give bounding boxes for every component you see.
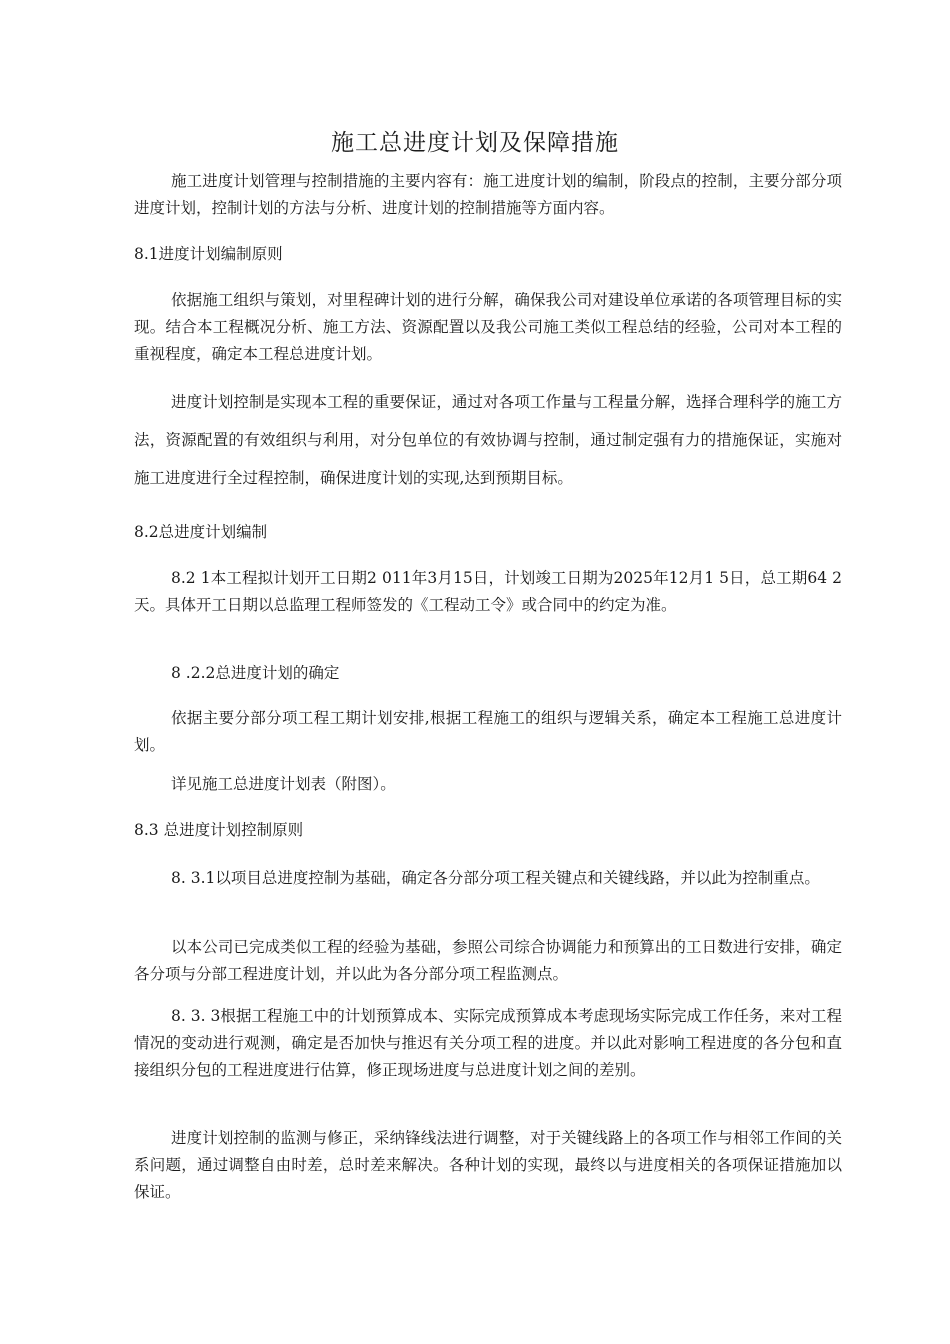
document-title: 施工总进度计划及保障措施 [331, 130, 619, 156]
section-8-2-2-heading: 8 .2.2总进度计划的确定 [171, 664, 340, 682]
section-8-1-heading: 8.1进度计划编制原则 [134, 245, 283, 263]
section-8-2-1-paragraph: 8.2 1本工程拟计划开工日期2 011年3月15日，计划竣工日期为2025年12月1 5日，总工期64 2天。具体开工日期以总监理工程师签发的《工程动工令》或合同中的约定为准。 [134, 569, 842, 614]
section-8-2-2-paragraph-2: 详见施工总进度计划表（附图）。 [171, 775, 396, 793]
section-8-3-heading: 8.3 总进度计划控制原则 [134, 821, 304, 839]
intro-paragraph: 施工进度计划管理与控制措施的主要内容有：施工进度计划的编制，阶段点的控制，主要分部分项进度计划，控制计划的方法与分析、进度计划的控制措施等方面内容。 [134, 172, 842, 217]
section-8-2-2-paragraph-1: 依据主要分部分项工程工期计划安排,根据工程施工的组织与逻辑关系，确定本工程施工总进度计划。 [134, 709, 842, 754]
section-8-1-paragraph-1: 依据施工组织与策划，对里程碑计划的进行分解，确保我公司对建设单位承诺的各项管理目标的实现。结合本工程概况分析、施工方法、资源配置以及我公司施工类似工程总结的经验，公司对本工程的重视程度，确定本工程总进度计划。 [134, 291, 842, 363]
section-8-1-paragraph-2: 进度计划控制是实现本工程的重要保证，通过对各项工作量与工程量分解，选择合理科学的施工方法，资源配置的有效组织与利用，对分包单位的有效协调与控制，通过制定强有力的措施保证，实施对施工进度进行全过程控制，确保进度计划的实现,达到预期目标。 [134, 393, 842, 487]
section-8-3-3-paragraph: 8. 3. 3根据工程施工中的计划预算成本、实际完成预算成本考虑现场实际完成工作任务，来对工程情况的变动进行观测，确定是否加快与推迟有关分项工程的进度。并以此对影响工程进度的各分包和直接组织分包的工程进度进行估算，修正现场进度与总进度计划之间的差别。 [134, 1007, 842, 1079]
section-8-3-4-paragraph: 进度计划控制的监测与修正，采纳锋线法进行调整，对于关键线路上的各项工作与相邻工作间的关系问题，通过调整自由时差，总时差来解决。各种计划的实现，最终以与进度相关的各项保证措施加以保证。 [134, 1129, 842, 1201]
section-8-3-1-paragraph: 8. 3.1以项目总进度控制为基础，确定各分部分项工程关键点和关键线路，并以此为控制重点。 [171, 869, 820, 887]
section-8-2-heading: 8.2总进度计划编制 [134, 523, 268, 541]
section-8-3-2-paragraph: 以本公司已完成类似工程的经验为基础，参照公司综合协调能力和预算出的工日数进行安排，确定各分项与分部工程进度计划，并以此为各分部分项工程监测点。 [134, 938, 842, 983]
